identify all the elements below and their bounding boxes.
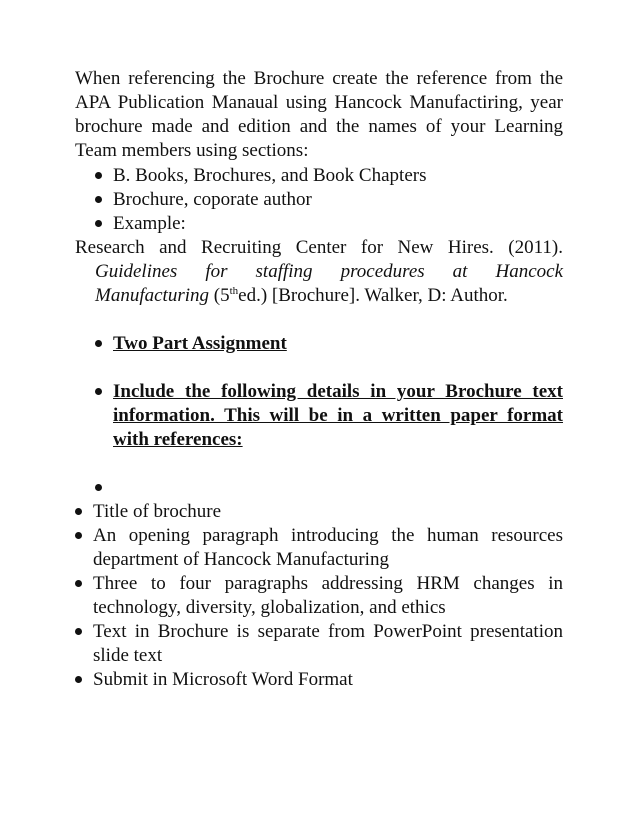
assignment-heading: Two Part Assignment — [113, 333, 287, 354]
reference-sections-list — [75, 164, 563, 236]
list-item — [113, 332, 563, 356]
bullet-icon — [75, 628, 82, 635]
bullet-icon — [95, 220, 102, 227]
bullet-icon — [95, 172, 102, 179]
assignment-list — [75, 332, 563, 500]
bullet-icon — [95, 388, 102, 395]
list-item: Three to four paragraphs addressing HRM changes in technology, diversity, globalization, and ethics — [93, 572, 563, 620]
bullet-icon — [95, 196, 102, 203]
bullet-icon — [75, 676, 82, 683]
list-item: An opening paragraph introducing the human resources department of Hancock Manufacturing — [93, 524, 563, 572]
bullet-icon — [75, 532, 82, 539]
details-list — [75, 500, 563, 692]
list-item: Brochure, coporate author — [113, 188, 563, 212]
list-item — [113, 476, 563, 500]
list-item — [113, 380, 563, 452]
reference-title: Guidelines for staffing procedures at Hancock Manufacturing — [95, 261, 563, 306]
list-item: Text in Brochure is separate from PowerPoint presentation slide text — [93, 620, 563, 668]
list-item: Example: — [113, 212, 563, 236]
reference-example: Research and Recruiting Center for New Hires. (2011). Guidelines for staffing procedures at Hancock Manufacturing (5thed.) [Brochure]. Walker, D: Author. — [75, 237, 563, 306]
list-item: B. Books, Brochures, and Book Chapters — [113, 164, 563, 188]
bullet-icon — [95, 484, 102, 491]
document-page — [75, 67, 563, 692]
bullet-icon — [75, 508, 82, 515]
bullet-icon — [95, 340, 102, 347]
list-item: Submit in Microsoft Word Format — [93, 668, 563, 692]
include-heading: Include the following details in your Brochure text information. This will be in a written paper format with references: — [113, 381, 563, 450]
list-item: Title of brochure — [93, 500, 563, 524]
bullet-icon — [75, 580, 82, 587]
intro-paragraph: When referencing the Brochure create the reference from the APA Publication Manaual using Hancock Manufactiring, year brochure made and edition and the names of your Learning Team members using sections: — [75, 68, 563, 161]
